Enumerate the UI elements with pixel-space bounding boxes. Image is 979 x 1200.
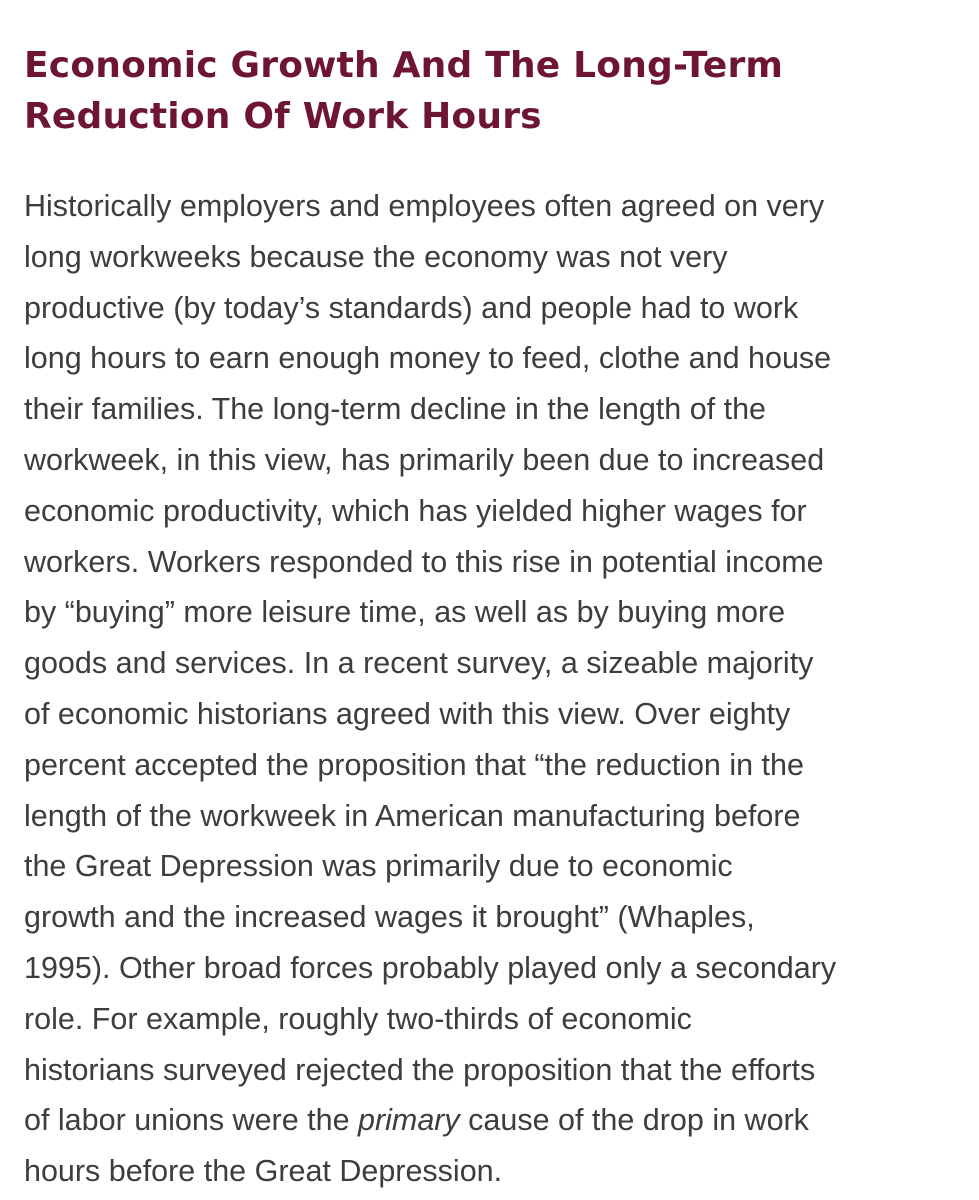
body-line: the Great Depression was primarily due to economic [24,849,733,884]
article [24,40,924,1189]
body-line: long workweeks because the economy was not very [24,239,728,274]
article-heading [24,40,924,142]
body-line: percent accepted the proposition that “the reduction in the [24,747,804,782]
body-text-segment: cause of the drop in work [459,1103,809,1138]
body-line: hours before the Great Depression. [24,1154,503,1189]
body-text-segment: of labor unions were the [24,1103,359,1138]
body-line: by “buying” more leisure time, as well as by buying more [24,595,786,630]
heading-line: Reduction Of Work Hours [24,96,542,137]
body-line: Historically employers and employees often agreed on very [24,189,825,223]
body-line: length of the workweek in American manufacturing before [24,798,801,833]
body-line: role. For example, roughly two-thirds of economic [24,1001,692,1036]
body-line: historians surveyed rejected the proposition that the efforts [24,1052,816,1087]
body-line: workweek, in this view, has primarily been due to increased [24,442,825,477]
body-line: of economic historians agreed with this view. Over eighty [24,696,791,731]
body-line: productive (by today’s standards) and people had to work [24,290,799,325]
body-line: 1995). Other broad forces probably played only a secondary [24,950,837,985]
body-line: their families. The long-term decline in the length of the [24,392,767,427]
body-line: economic productivity, which has yielded higher wages for [24,493,807,528]
heading-line: Economic Growth And The Long-Term [24,45,784,86]
body-line [24,1095,954,1146]
body-line: workers. Workers responded to this rise in potential income [24,544,824,579]
article-body [24,181,954,1197]
body-line: goods and services. In a recent survey, a sizeable majority [24,646,814,681]
emphasis-primary: primary [358,1103,460,1138]
body-line: long hours to earn enough money to feed, clothe and house [24,341,832,376]
body-line: growth and the increased wages it brought” (Whaples, [24,900,755,935]
